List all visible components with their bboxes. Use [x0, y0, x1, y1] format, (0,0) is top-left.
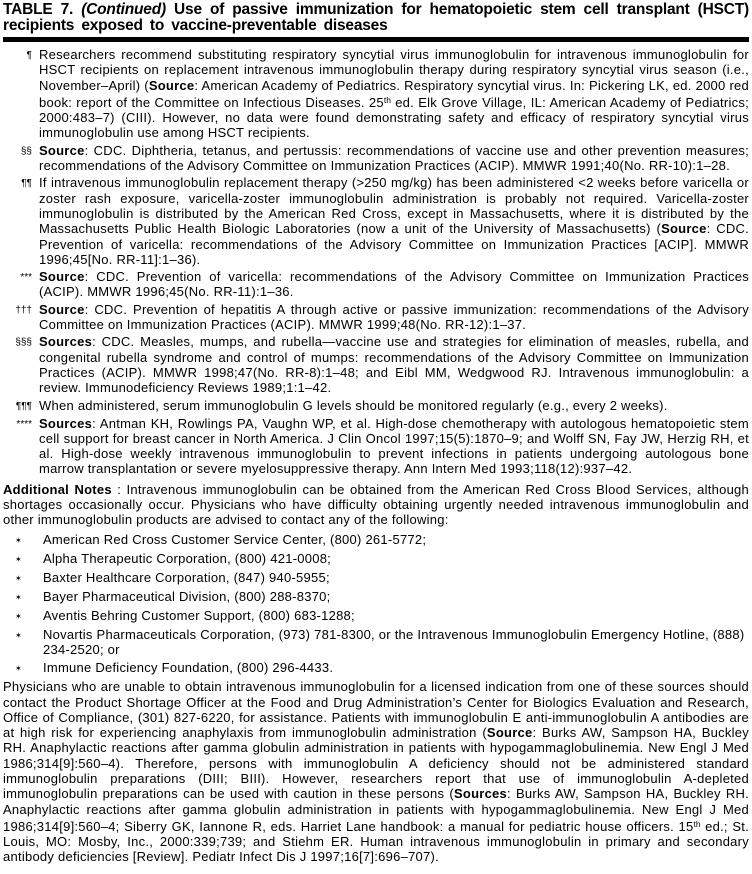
closing-segment: Physicians who are unable to obtain intravenous immunoglobulin for a licensed indication from one of these sources should contact the Product Shortage Officer at the Food and Drug Administration’s Center for Biologics Evaluation and Research, Office of Compliance, (301) 827-6220, for assistance. Patients with immunoglobulin E anti-immunoglobulin A antibodies are at high risk for experiencing anaphylaxis from immunoglobulin administration ( — [3, 679, 749, 741]
footnote-text — [39, 143, 749, 174]
footnote-text — [39, 302, 749, 333]
star-bullet-icon: ✶ — [15, 573, 22, 583]
additional-notes — [3, 482, 749, 528]
table-title — [3, 2, 749, 34]
footnote-segment: : CDC. Measles, mumps, and rubella—vaccine use and strategies for elimination of measles, rubella, and congenital rubella syndrome and control of mumps: recommendations of the Advisory Committee on Immunization Practices (ACIP). MMWR 1998;47(No. RR-8):1–48; and Eibl MM, Wedgwood RJ. Intravenous immunoglobulin: a review. Immunodeficiency Reviews 1989;1:1–42. — [39, 334, 749, 396]
footnote-item — [3, 175, 749, 267]
table-title-rest: Use of passive immunization for hematopoietic stem cell transplant (HSCT) recipients exposed to vaccine-preventable diseases — [3, 1, 749, 34]
footnote-marker: ¶¶¶ — [15, 400, 32, 412]
closing-segment: : Burks AW, Sampson HA, Buckley RH. Anaphylactic reactions after gamma globulin administration in patients with hypogammaglobulinemia. New Engl J Med 1986;314[9]:560–4). Therefore, persons with immunoglobulin A deficiency should not be administered standard immunoglobulin preparations (DIII; BIII). However, researchers report that use of immunoglobulin A-depleted immunoglobulin preparations can be used with caution in these persons ( — [3, 725, 749, 802]
footnote-segment: : CDC. Prevention of varicella: recommendations of the Advisory Committee on Immunization Practices (ACIP). MMWR 1996;45(No. RR-11):1–36. — [39, 269, 749, 300]
source-label: Sources — [39, 334, 93, 350]
list-item — [3, 551, 749, 567]
source-label: Source — [39, 269, 85, 285]
footnote-segment: : CDC. Diphtheria, tetanus, and pertussis: recommendations of vaccine use and other prevention measures; recommendations of the Advisory Committee on Immunization Practices (ACIP). MMWR 1991;40(No. RR-10):1–28. — [39, 142, 749, 174]
footnote-segment: ed. Elk Grove Village, IL: American Academy of Pediatrics; 2000:483–7) (CIII). However, no data were found demonstrating safety and efficacy of respiratory syncytial virus immunoglobulin use among HSCT recipients. — [39, 94, 749, 141]
contact-text: Baxter Healthcare Corporation, (847) 940-5955; — [43, 569, 330, 585]
star-bullet-icon: ✶ — [15, 554, 22, 564]
closing-paragraph — [3, 679, 749, 865]
list-item — [3, 589, 749, 605]
contact-text: American Red Cross Customer Service Center, (800) 261-5772; — [43, 531, 427, 547]
footnote-segment: : CDC. Prevention of hepatitis A through active or passive immunization: recommendations of the Advisory Committee on Immunization Practices (ACIP). MMWR 1999;48(No. RR-12):1–37. — [39, 301, 749, 333]
additional-notes-text — [3, 482, 749, 528]
source-label: Sources — [39, 415, 93, 431]
footnote-segment: When administered, serum immunoglobulin G levels should be monitored regularly (e.g., every 2 weeks). — [39, 397, 668, 413]
contact-text: Aventis Behring Customer Support, (800) 683-1288; — [43, 607, 355, 623]
closing-text — [3, 679, 749, 865]
footnote-text — [39, 47, 749, 141]
footnote-marker: ¶ — [26, 50, 32, 61]
table-title-continued: (Continued) — [81, 1, 166, 18]
superscript-ordinal: th — [693, 818, 701, 829]
list-item — [3, 627, 749, 658]
additional-notes-body: : Intravenous immunoglobulin can be obtained from the American Red Cross Blood Services, although shortages occasionally occur. Physicians who have difficulty obtaining urgently needed intravenous immunoglobulin and other immunoglobulin products are advised to contact any of the following: — [3, 481, 750, 528]
source-label: Source — [486, 725, 533, 741]
star-bullet-icon: ✶ — [15, 611, 22, 621]
footnote-segment: : Antman KH, Rowlings PA, Vaughn WP, et al. High-dose chemotherapy with autologous hematopoietic stem cell support for breast cancer in North America. J Clin Oncol 1997;15(5):1870–9; and Wolff SN, Fay JW, Herzig RH, et al. High-dose weekly intravenous immunoglobulin to prevent infections in patients undergoing autologous bone marrow transplantation or severe myelosuppressive therapy. Ann Intern Med 1993;118(12):937–42. — [39, 415, 749, 477]
footnote-marker: ††† — [15, 304, 32, 316]
footnote-text — [39, 334, 749, 395]
title-divider — [3, 37, 749, 42]
source-label: Source — [148, 77, 195, 93]
footnote-item — [3, 334, 749, 395]
footnote-segment: : CDC. Prevention of varicella: recommendations of the Advisory Committee on Immunization Practices [ACIP]. MMWR 1996;45[No. RR-11]:1–36). — [39, 221, 750, 267]
contact-text: Novartis Pharmaceuticals Corporation, (973) 781-8300, or the Intravenous Immunoglobulin Emergency Hotline, (888) 234-2520; or — [43, 626, 745, 657]
footnote-segment: Researchers recommend substituting respiratory syncytial virus immunoglobulin for intravenous immunoglobulin for HSCT recipients on replacement intravenous immunoglobulin therapy during respiratory syncytial virus season (i.e., November–April) ( — [39, 47, 749, 93]
source-label: Source — [661, 221, 707, 237]
list-item — [3, 532, 749, 548]
star-bullet-icon: ✶ — [15, 592, 22, 602]
footnote-item — [3, 398, 749, 414]
footnote-segment: : American Academy of Pediatrics. Respiratory syncytial virus. In: Pickering LK, ed. 2000 red book: report of the Committee on Infectious Diseases. 25 — [39, 77, 749, 110]
footnote-text — [39, 269, 749, 300]
footnote-marker: ¶¶ — [21, 178, 32, 190]
footnote-item — [3, 269, 749, 300]
superscript-ordinal: th — [383, 94, 391, 105]
star-bullet-icon: ✶ — [15, 664, 22, 674]
footnote-marker: §§§ — [15, 337, 32, 349]
source-label: Source — [39, 301, 85, 317]
source-label: Sources — [453, 786, 508, 802]
footnote-marker: §§ — [20, 145, 32, 157]
footnote-text — [39, 398, 749, 413]
footnote-marker: *** — [20, 272, 32, 284]
list-item — [3, 608, 749, 624]
contact-text: Alpha Therapeutic Corporation, (800) 421-0008; — [43, 550, 332, 566]
star-bullet-icon: ✶ — [15, 630, 22, 640]
footnote-marker: **** — [16, 418, 32, 430]
footnote-item — [3, 47, 749, 141]
contact-list — [3, 532, 749, 677]
list-item — [3, 660, 749, 676]
closing-segment: : Burks AW, Sampson HA, Buckley RH. Anaphylactic reactions after gamma globulin administration in patients with hypogammaglobulinemia. New Engl J Med 1986;314[9]:560–4; Siberry GK, Iannone R, eds. Harriet Lane handbook: a manual for pediatric house officers. 15 — [3, 786, 749, 834]
closing-segment: ed.; St. Louis, MO: Mosby, Inc., 2000:339;739; and Stiehm ER. Human intravenous immunoglobulin in primary and secondary antibody deficiencies [Review]. Pediatr Infect Dis J 1997;16[7]:696–707). — [3, 818, 749, 865]
footnote-text — [39, 416, 749, 477]
additional-notes-label: Additional Notes — [3, 481, 112, 497]
contact-text: Bayer Pharmaceutical Division, (800) 288-8370; — [43, 588, 331, 604]
table-title-label: TABLE 7. — [3, 1, 82, 18]
footnote-segment: If intravenous immunoglobulin replacement therapy (>250 mg/kg) has been administered <2 weeks before varicella or zoster rash exposure, varicella-zoster immunoglobulin administration is probably not required. Varicella-zoster immunoglobulin is distributed by the American Red Cross, except in Massachusetts, where it is distributed by the Massachusetts Public Health Biologic Laboratories (now a unit of the University of Massachusetts) ( — [39, 175, 749, 237]
contact-text: Immune Deficiency Foundation, (800) 296-4433. — [43, 660, 334, 676]
list-item — [3, 570, 749, 586]
star-bullet-icon: ✶ — [15, 535, 22, 545]
source-label: Source — [39, 142, 85, 158]
footnote-item — [3, 143, 749, 174]
footnote-text — [39, 175, 749, 267]
footnote-item — [3, 302, 749, 333]
footnote-item — [3, 416, 749, 477]
